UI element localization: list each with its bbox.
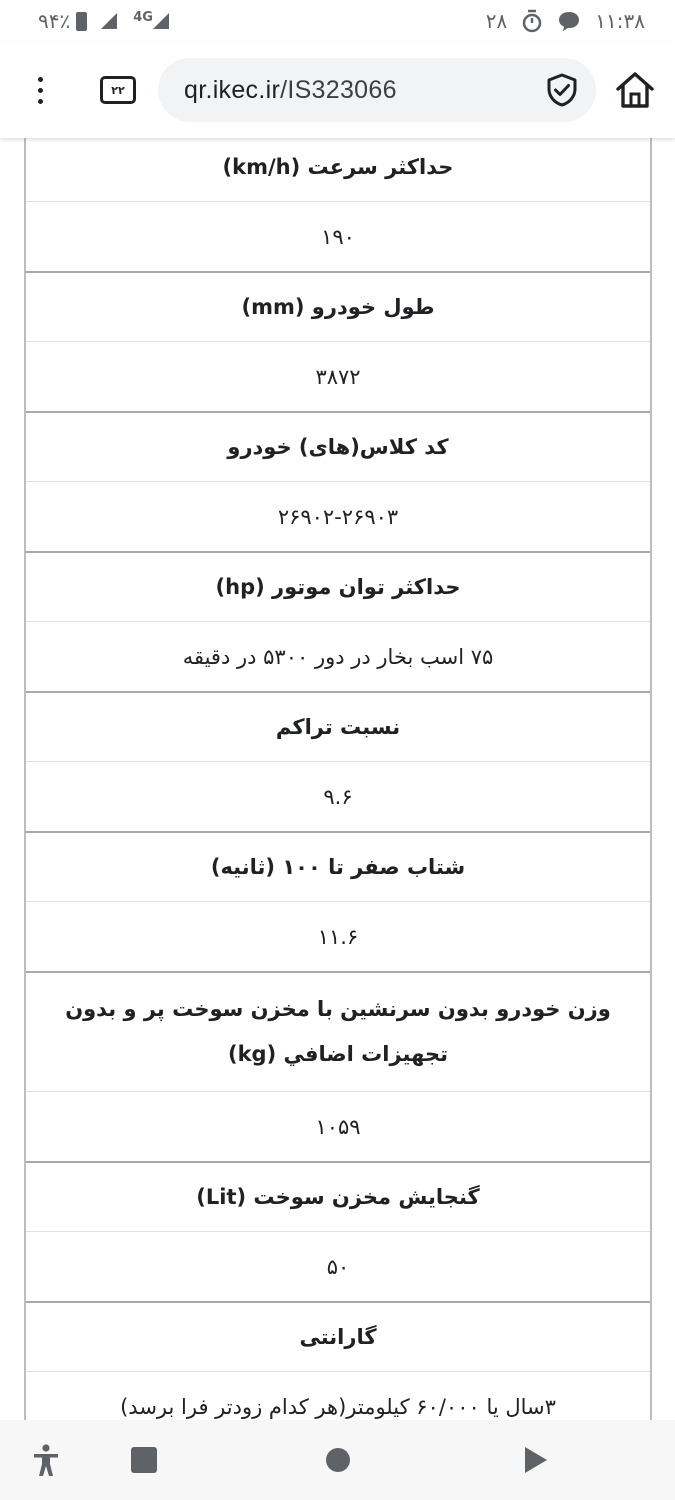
accessibility-icon[interactable] — [26, 1440, 66, 1480]
spec-label: گارانتی — [26, 1303, 650, 1372]
spec-value: ۳۸۷۲ — [315, 364, 361, 389]
spec-label: حداکثر سرعت (km/h) — [26, 138, 650, 202]
signal-4g-icon — [131, 9, 169, 29]
home-circle-icon[interactable] — [318, 1440, 358, 1480]
spec-label: حداکثر توان موتور (hp) — [26, 553, 650, 622]
network-type: 4G — [133, 9, 153, 25]
spec-row — [26, 138, 650, 273]
battery-icon — [76, 12, 87, 31]
battery-indicator — [38, 9, 87, 33]
spec-value: ۳سال یا ۶۰/۰۰۰ کیلومتر(هر کدام زودتر فرا برسد) — [120, 1394, 556, 1419]
spec-value: ۹.۶ — [323, 784, 353, 809]
spec-label: نسبت تراکم — [26, 693, 650, 762]
shield-check-icon[interactable] — [544, 72, 580, 108]
spec-value: ۱۱.۶ — [317, 924, 359, 949]
spec-value: ۱۹۰ — [321, 224, 355, 249]
spec-value: ۷۵ اسب بخار در دور ۵۳۰۰ در دقیقه — [182, 644, 494, 669]
spec-label: کد کلاس(های) خودرو — [26, 413, 650, 482]
chat-icon — [557, 10, 581, 32]
home-icon[interactable] — [614, 70, 656, 110]
notification-count: ۲۸ — [485, 9, 508, 33]
url-host: qr.ikec.ir — [184, 75, 281, 104]
spec-label: گنجایش مخزن سوخت (Lit) — [26, 1163, 650, 1232]
timer-icon — [521, 9, 543, 33]
spec-row — [26, 1303, 650, 1420]
spec-row — [26, 553, 650, 693]
recents-icon[interactable] — [124, 1440, 164, 1480]
page-content[interactable] — [0, 138, 675, 1420]
spec-row — [26, 693, 650, 833]
tab-count: ۲۲ — [111, 83, 125, 97]
spec-value: ۲۶۹۰۲-۲۶۹۰۳ — [277, 504, 399, 529]
tabs-button[interactable] — [100, 76, 136, 104]
url-text — [184, 76, 397, 105]
clock: ۱۱:۳۸ — [595, 9, 645, 33]
signal-icon — [101, 13, 117, 29]
spec-row — [26, 413, 650, 553]
url-field[interactable] — [158, 58, 596, 122]
spec-table — [24, 138, 652, 1420]
spec-row — [26, 833, 650, 973]
spec-row — [26, 973, 650, 1163]
browser-toolbar — [0, 42, 675, 138]
menu-dots-icon[interactable] — [24, 66, 56, 114]
spec-value: ۱۰۵۹ — [315, 1114, 361, 1139]
status-bar — [0, 0, 675, 42]
spec-label: وزن خودرو بدون سرنشین با مخزن سوخت پر و بدون تجهیزات اضافي (kg) — [26, 973, 650, 1092]
url-path: /IS323066 — [280, 75, 397, 104]
spec-row — [26, 1163, 650, 1303]
status-left — [38, 9, 169, 33]
battery-text: ۹۴٪ — [38, 9, 71, 33]
back-play-icon[interactable] — [516, 1440, 556, 1480]
spec-row — [26, 273, 650, 413]
spec-value: ۵۰ — [326, 1254, 350, 1279]
system-nav-bar — [0, 1420, 675, 1500]
spec-label: طول خودرو (mm) — [26, 273, 650, 342]
spec-label: شتاب صفر تا ۱۰۰ (ثانیه) — [26, 833, 650, 902]
status-right — [486, 9, 645, 33]
